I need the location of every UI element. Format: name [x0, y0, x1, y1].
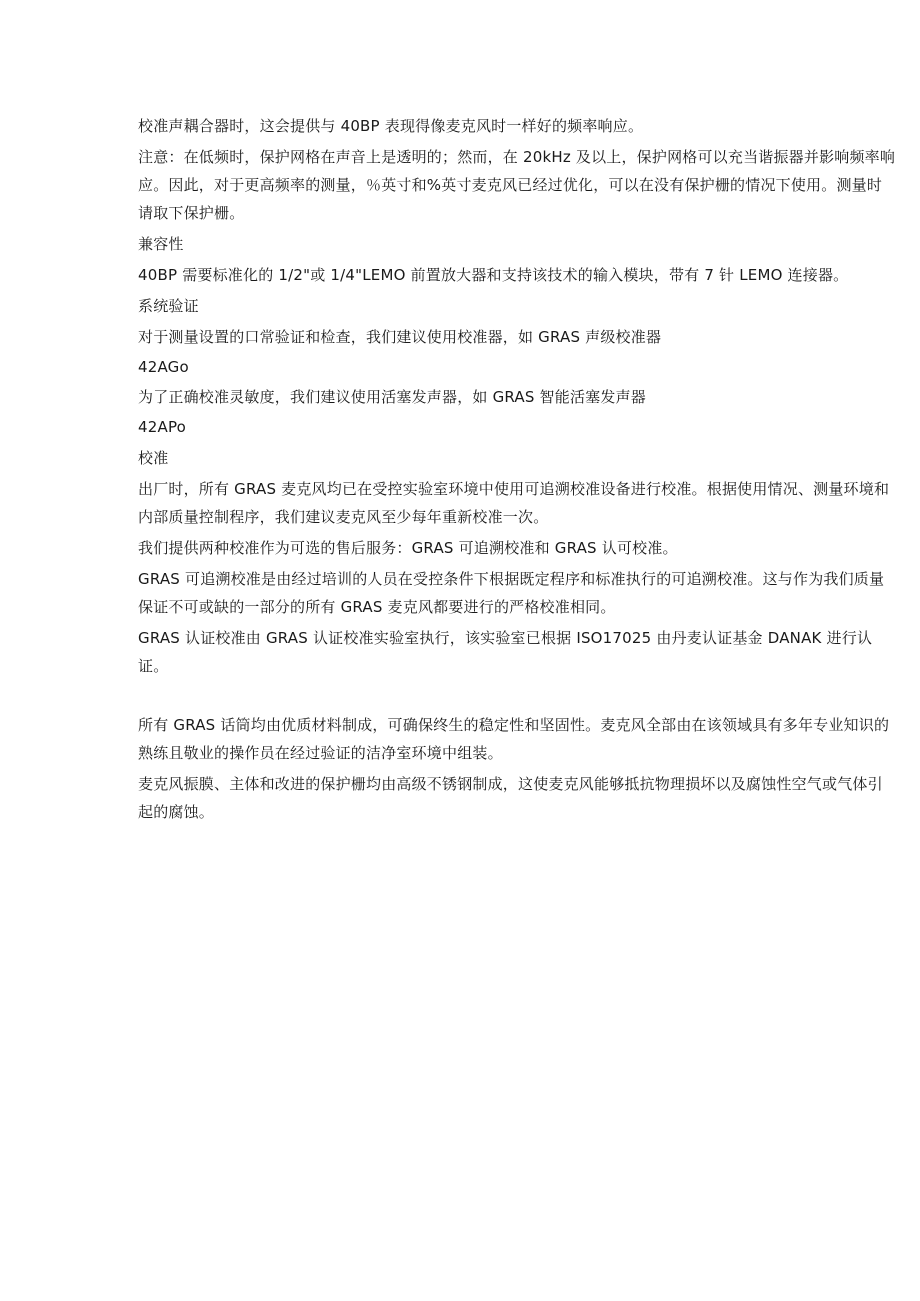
paragraph-factory-calibration: 出厂时，所有 GRAS 麦克风均已在受控实验室环境中使用可追溯校准设备进行校准。根据使用情况、测量环境和内部质量控制程序，我们建议麦克风至少每年重新校准一次。 [138, 480, 890, 526]
paragraph-calibration-services: 我们提供两种校准作为可选的售后服务：GRAS 可追溯校准和 GRAS 认可校准。 [138, 539, 678, 557]
heading-calibration: 校准 [138, 449, 169, 467]
paragraph-verification-calibrator: 对于测量设置的口常验证和检查，我们建议使用校准器，如 GRAS 声级校准器 [138, 328, 662, 346]
blank-line [138, 683, 896, 711]
paragraph-coupler-calibration: 校准声耦合器时，这会提供与 40BP 表现得像麦克风时一样好的频率响应。 [138, 117, 644, 135]
paragraph-accredited-calibration: GRAS 认证校准由 GRAS 认证校准实验室执行，该实验室已根据 ISO17025 由丹麦认证基金 DANAK 进行认证。 [138, 629, 873, 675]
paragraph-stainless-steel: 麦克风振膜、主体和改进的保护栅均由高级不锈钢制成，这使麦克风能够抵抗物理损坏以及腐蚀性空气或气体引起的腐蚀。 [138, 775, 883, 821]
heading-system-verification: 系统验证 [138, 297, 199, 315]
paragraph-traceable-calibration: GRAS 可追溯校准是由经过培训的人员在受控条件下根据既定程序和标准执行的可追溯校准。这与作为我们质量保证不可或缺的一部分的所有 GRAS 麦克风都要进行的严格校准相同。 [138, 570, 885, 616]
document-page [138, 112, 896, 829]
heading-compatibility: 兼容性 [138, 235, 184, 253]
paragraph-verification-pistonphone: 为了正确校准灵敏度，我们建议使用活塞发声器，如 GRAS 智能活塞发声器 [138, 388, 646, 406]
paragraph-note-protection-grid: 注意：在低频时，保护网格在声音上是透明的；然而，在 20kHz 及以上，保护网格可以充当谐振器并影响频率响应。因此，对于更高频率的测量，％英寸和%英寸麦克风已经过优化，可以在没有保护栅的情况下使用。测量时请取下保护栅。 [138, 148, 896, 222]
paragraph-compatibility: 40BP 需要标准化的 1/2"或 1/4"LEMO 前置放大器和支持该技术的输入模块，带有 7 针 LEMO 连接器。 [138, 266, 849, 284]
model-42ago: 42AGo [138, 358, 189, 376]
model-42apo: 42APo [138, 418, 187, 436]
paragraph-materials: 所有 GRAS 话筒均由优质材料制成，可确保终生的稳定性和坚固性。麦克风全部由在该领域具有多年专业知识的熟练且敬业的操作员在经过验证的洁净室环境中组装。 [138, 716, 890, 762]
